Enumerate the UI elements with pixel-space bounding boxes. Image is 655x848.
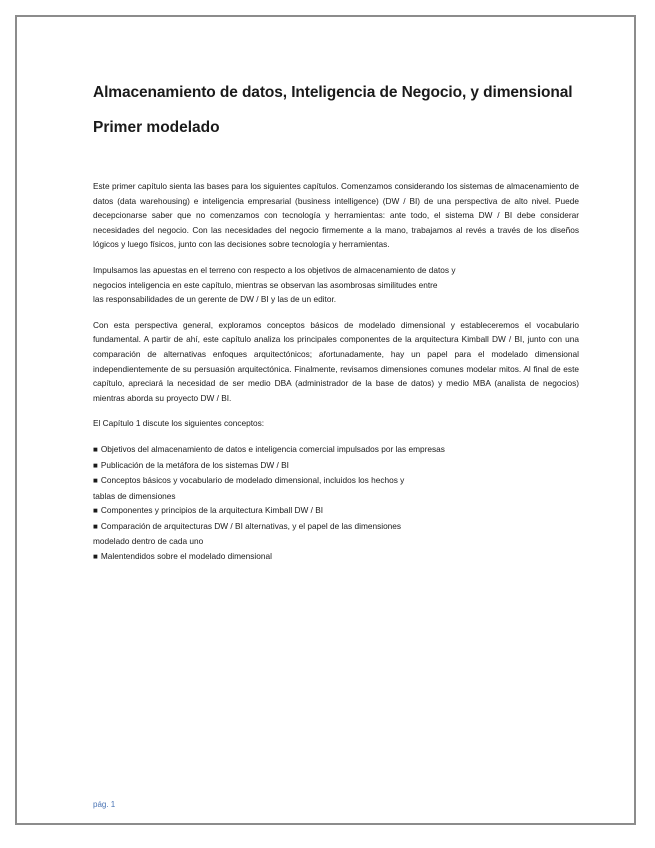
paragraph-goals bbox=[93, 263, 579, 307]
list-item-text: Comparación de arquitecturas DW / BI alternativas, y el papel de las dimensiones bbox=[100, 520, 402, 531]
concept-list bbox=[93, 442, 579, 565]
list-item-text: Componentes y principios de la arquitectura Kimball DW / BI bbox=[100, 505, 324, 516]
square-bullet-icon: ■ bbox=[93, 521, 98, 531]
document-subtitle: Primer modelado bbox=[93, 119, 220, 136]
page-content bbox=[93, 75, 579, 565]
square-bullet-icon: ■ bbox=[93, 476, 98, 486]
list-item bbox=[93, 458, 579, 474]
square-bullet-icon: ■ bbox=[93, 506, 98, 516]
paragraph-intro: Este primer capítulo sienta las bases para los siguientes capítulos. Comenzamos considerando los sistemas de almacenamiento de datos (data warehousing) e inteligencia empresarial (business intelligence) (DW / BI) de una perspectiva de alto nivel. Puede decepcionarse saber que no comenzamos con tecnología y herramientas: ante todo, el sistema DW / BI debe considerar necesidades del negocio. Con las necesidades del negocio firmemente a la mano, trabajamos al revés a través de los diseños lógicos y luego físicos, junto con las decisiones sobre tecnología y herramientas. bbox=[93, 181, 579, 250]
list-item bbox=[93, 442, 579, 458]
document-page bbox=[15, 15, 636, 825]
paragraph-line: negocios inteligencia en este capítulo, mientras se observan las asombrosas similitudes entre bbox=[93, 279, 438, 290]
list-item-text: Objetivos del almacenamiento de datos e inteligencia comercial impulsados por las empresas bbox=[100, 443, 445, 454]
paragraph-overview: Con esta perspectiva general, exploramos conceptos básicos de modelado dimensional y estableceremos el vocabulario fundamental. A partir de ahí, este capítulo analiza los principales componentes de la arquitectura Kimball DW / BI, junto con una comparación de alternativas enfoques arquitectónicos; afortunadamente, hay un papel para el modelado dimensional independientemente de su persuasión arquitectónica. Finalmente, revisamos dimensiones comunes modelar mitos. Al final de este capítulo, apreciará la necesidad de ser medio DBA (administrador de la base de datos) y medio MBA (analista de negocios) mientras aborda su proyecto DW / BI. bbox=[93, 319, 579, 403]
square-bullet-icon: ■ bbox=[93, 460, 98, 470]
list-item-continuation: tablas de dimensiones bbox=[93, 490, 176, 501]
paragraph-line: las responsabilidades de un gerente de DW / BI y las de un editor. bbox=[93, 294, 337, 305]
list-item bbox=[93, 519, 579, 535]
list-item-text: Malentendidos sobre el modelado dimensional bbox=[100, 551, 272, 562]
square-bullet-icon: ■ bbox=[93, 444, 98, 454]
document-title: Almacenamiento de datos, Inteligencia de Negocio, y dimensional bbox=[93, 84, 573, 101]
paragraph-line: Impulsamos las apuestas en el terreno con respecto a los objetivos de almacenamiento de datos y bbox=[93, 264, 456, 275]
list-item bbox=[93, 503, 579, 519]
list-item-text: Conceptos básicos y vocabulario de modelado dimensional, incluidos los hechos y bbox=[100, 475, 405, 486]
page-number: pág. 1 bbox=[93, 800, 116, 809]
square-bullet-icon: ■ bbox=[93, 552, 98, 562]
list-item bbox=[93, 473, 579, 489]
chapter-intro: El Capítulo 1 discute los siguientes conceptos: bbox=[93, 418, 265, 429]
list-item bbox=[93, 549, 579, 565]
list-item-text: Publicación de la metáfora de los sistemas DW / BI bbox=[100, 459, 289, 470]
list-item-continuation: modelado dentro de cada uno bbox=[93, 536, 204, 547]
